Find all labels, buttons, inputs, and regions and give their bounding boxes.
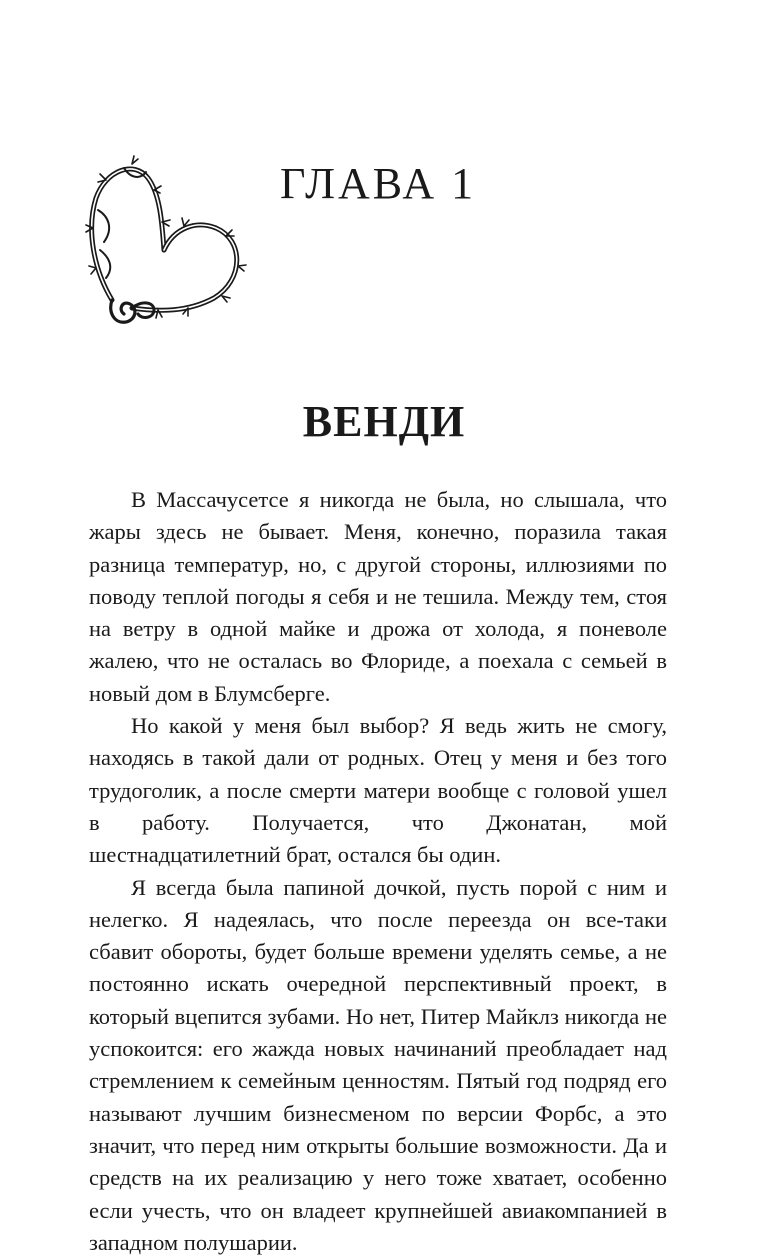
paragraph-1: В Массачусетсе я никогда не была, но слышала, что жары здесь не бывает. Меня, конечно, поразила такая разница температур, но, с другой стороны, иллюзиями по поводу теплой погоды я себя и не тешила. Между тем, стоя на ветру в одной майке и дрожа от холода, я поневоле жалею, что не осталась во Флориде, а поехала с семьей в новый дом в Блумсберге. (89, 487, 667, 706)
barbed-wire-heart-icon (84, 150, 254, 340)
section-title: ВЕНДИ (302, 397, 466, 446)
paragraph-3: Я всегда была папиной дочкой, пусть порой с ним и нелегко. Я надеялась, что после переезда он все-таки сбавит обороты, будет больше времени уделять семье, а не постоянно искать очередной перспективный проект, в который вцепится зубами. Но нет, Питер Майклз никогда не успокоится: его жажда новых начинаний преобладает над стремлением к семейным ценностям. Пятый год подряд его называют лучшим бизнесменом по версии Форбс, а это значит, что перед ним открыты большие возможности. Да и средств на их реализацию у него тоже хватает, особенно если учесть, что он владеет крупнейшей авиакомпанией в западном полушарии. (89, 874, 667, 1255)
paragraph-2: Но какой у меня был выбор? Я ведь жить не смогу, находясь в такой дали от родных. Отец у меня и без того трудоголик, а после смерти матери вообще с головой ушел в работу. Получается, что Джонатан, мой шестнадцатилетний брат, остался бы один. (89, 713, 667, 868)
body-text (89, 484, 667, 1259)
chapter-title: ГЛАВА 1 (280, 159, 477, 208)
